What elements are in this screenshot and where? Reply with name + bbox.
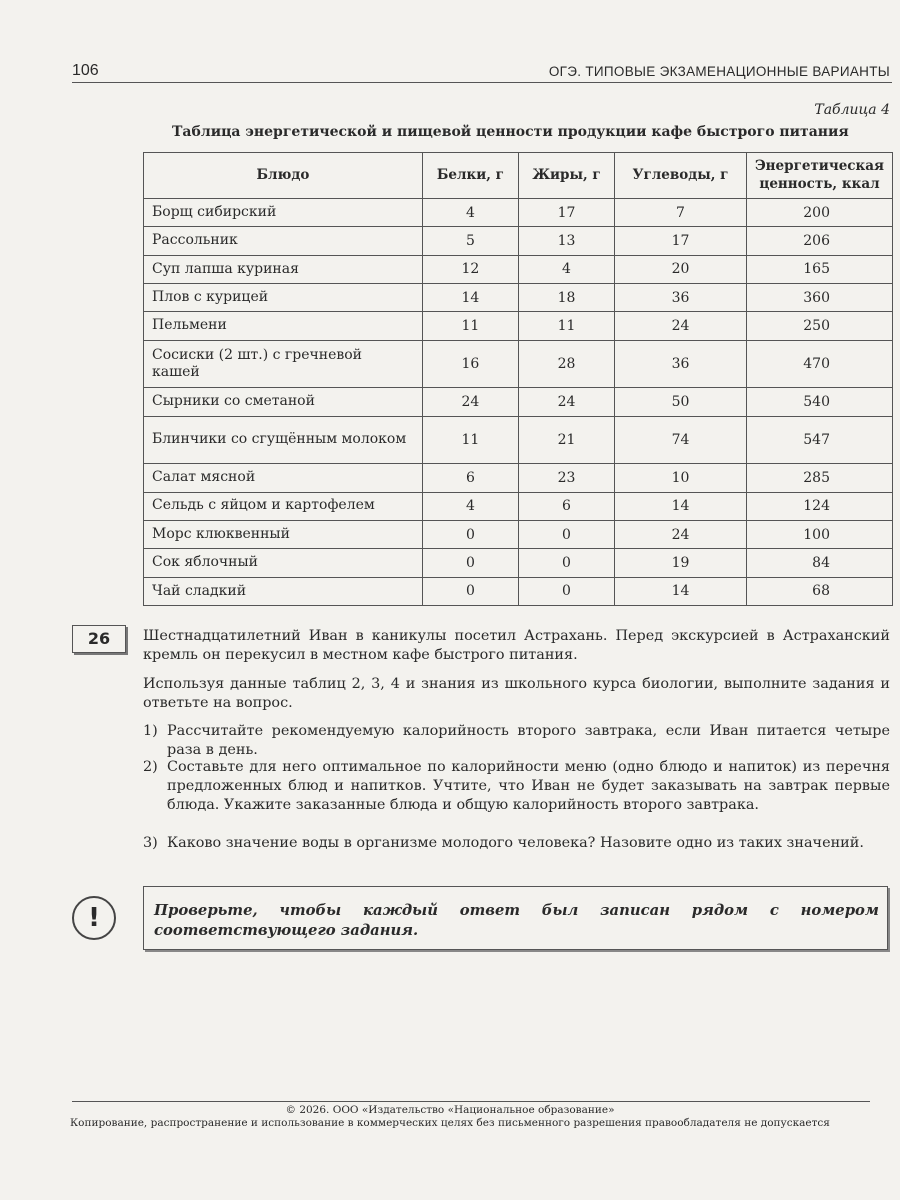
column-header-protein: Белки, г	[422, 153, 518, 199]
protein-value: 24	[422, 388, 518, 416]
task-number-badge: 26	[72, 625, 126, 653]
table-row	[144, 227, 893, 255]
fat-value: 13	[518, 227, 614, 255]
carbs-value: 14	[615, 492, 747, 520]
kcal-value: 540	[746, 388, 892, 416]
fat-value: 23	[518, 464, 614, 492]
page-number: 106	[72, 62, 99, 79]
reminder-text: Проверьте, чтобы каждый ответ был записан рядом с номером соответствующего задания.	[154, 902, 879, 939]
kcal-value: 250	[746, 312, 892, 340]
dish-name: Сосиски (2 шт.) с гречневой кашей	[144, 340, 423, 388]
table-row	[144, 549, 893, 577]
table-row	[144, 255, 893, 283]
table-row	[144, 520, 893, 548]
question-number: 3)	[143, 835, 158, 851]
carbs-value: 36	[615, 340, 747, 388]
kcal-value: 285	[746, 464, 892, 492]
dish-name: Сельдь с яйцом и картофелем	[144, 492, 423, 520]
dish-name: Рассольник	[144, 227, 423, 255]
exclamation-icon: !	[72, 896, 116, 940]
carbs-value: 19	[615, 549, 747, 577]
carbs-value: 74	[615, 416, 747, 464]
table-row	[144, 388, 893, 416]
column-header-dish: Блюдо	[144, 153, 423, 199]
reminder-box	[143, 886, 888, 950]
dish-name: Суп лапша куриная	[144, 255, 423, 283]
dish-name: Сырники со сметаной	[144, 388, 423, 416]
table-row	[144, 464, 893, 492]
protein-value: 0	[422, 577, 518, 605]
protein-value: 0	[422, 549, 518, 577]
carbs-value: 50	[615, 388, 747, 416]
footer-copyright: © 2026. ООО «Издательство «Национальное образование»	[285, 1104, 615, 1116]
table-row	[144, 577, 893, 605]
kcal-value: 200	[746, 199, 892, 227]
kcal-value: 547	[746, 416, 892, 464]
column-header-fat: Жиры, г	[518, 153, 614, 199]
carbs-value: 14	[615, 577, 747, 605]
nutrition-table	[143, 152, 893, 606]
kcal-value: 360	[746, 284, 892, 312]
protein-value: 5	[422, 227, 518, 255]
kcal-value: 84	[746, 549, 892, 577]
footer-notice: Копирование, распространение и использование в коммерческих целях без письменного разрешения правообладателя не допускается	[70, 1117, 830, 1129]
table-row	[144, 492, 893, 520]
fat-value: 0	[518, 577, 614, 605]
task-intro: Шестнадцатилетний Иван в каникулы посетил Астрахань. Перед экскурсией в Астраханский кремль он перекусил в местном кафе быстрого питания.	[143, 628, 890, 663]
table-header-row	[144, 153, 893, 199]
protein-value: 6	[422, 464, 518, 492]
protein-value: 4	[422, 199, 518, 227]
carbs-value: 7	[615, 199, 747, 227]
question-number: 2)	[143, 759, 158, 775]
question-text: Составьте для него оптимальное по калорийности меню (одно блюдо и напиток) из перечня предложенных блюд и напитков. Учтите, что Иван не будет заказывать на завтрак первые блюда. Укажите заказанные блюда и общую калорийность второго завтрака.	[167, 759, 890, 813]
protein-value: 14	[422, 284, 518, 312]
carbs-value: 17	[615, 227, 747, 255]
dish-name: Пельмени	[144, 312, 423, 340]
protein-value: 4	[422, 492, 518, 520]
protein-value: 0	[422, 520, 518, 548]
dish-name: Салат мясной	[144, 464, 423, 492]
table-row	[144, 312, 893, 340]
dish-name: Плов с курицей	[144, 284, 423, 312]
kcal-value: 165	[746, 255, 892, 283]
dish-name: Блинчики со сгущённым молоком	[144, 416, 423, 464]
fat-value: 17	[518, 199, 614, 227]
dish-name: Сок яблочный	[144, 549, 423, 577]
carbs-value: 24	[615, 312, 747, 340]
dish-name: Чай сладкий	[144, 577, 423, 605]
carbs-value: 10	[615, 464, 747, 492]
task-instruction: Используя данные таблиц 2, 3, 4 и знания из школьного курса биологии, выполните задания и ответьте на вопрос.	[143, 676, 890, 711]
protein-value: 11	[422, 312, 518, 340]
column-header-energy-line1: Энергетическая	[754, 157, 884, 174]
table-row	[144, 416, 893, 464]
column-header-energy-line2: ценность, ккал	[759, 175, 880, 192]
kcal-value: 100	[746, 520, 892, 548]
table-row	[144, 199, 893, 227]
question-text: Рассчитайте рекомендуемую калорийность второго завтрака, если Иван питается четыре раза в день.	[167, 723, 890, 758]
kcal-value: 206	[746, 227, 892, 255]
fat-value: 11	[518, 312, 614, 340]
dish-name: Борщ сибирский	[144, 199, 423, 227]
question-text: Каково значение воды в организме молодого человека? Назовите одно из таких значений.	[167, 835, 864, 851]
header-rule	[72, 82, 892, 83]
protein-value: 11	[422, 416, 518, 464]
running-title: ОГЭ. ТИПОВЫЕ ЭКЗАМЕНАЦИОННЫЕ ВАРИАНТЫ	[548, 64, 890, 79]
table-tag: Таблица 4	[814, 102, 890, 118]
column-header-energy	[746, 153, 892, 199]
kcal-value: 68	[746, 577, 892, 605]
kcal-value: 470	[746, 340, 892, 388]
fat-value: 24	[518, 388, 614, 416]
carbs-value: 20	[615, 255, 747, 283]
fat-value: 18	[518, 284, 614, 312]
column-header-carbs: Углеводы, г	[615, 153, 747, 199]
footer-rule	[72, 1101, 870, 1102]
fat-value: 21	[518, 416, 614, 464]
protein-value: 16	[422, 340, 518, 388]
table-row	[144, 340, 893, 388]
table-title: Таблица энергетической и пищевой ценности продукции кафе быстрого питания	[172, 124, 849, 140]
fat-value: 0	[518, 549, 614, 577]
fat-value: 4	[518, 255, 614, 283]
table-row	[144, 284, 893, 312]
protein-value: 12	[422, 255, 518, 283]
fat-value: 0	[518, 520, 614, 548]
question-number: 1)	[143, 723, 158, 739]
carbs-value: 24	[615, 520, 747, 548]
carbs-value: 36	[615, 284, 747, 312]
kcal-value: 124	[746, 492, 892, 520]
fat-value: 6	[518, 492, 614, 520]
dish-name: Морс клюквенный	[144, 520, 423, 548]
fat-value: 28	[518, 340, 614, 388]
